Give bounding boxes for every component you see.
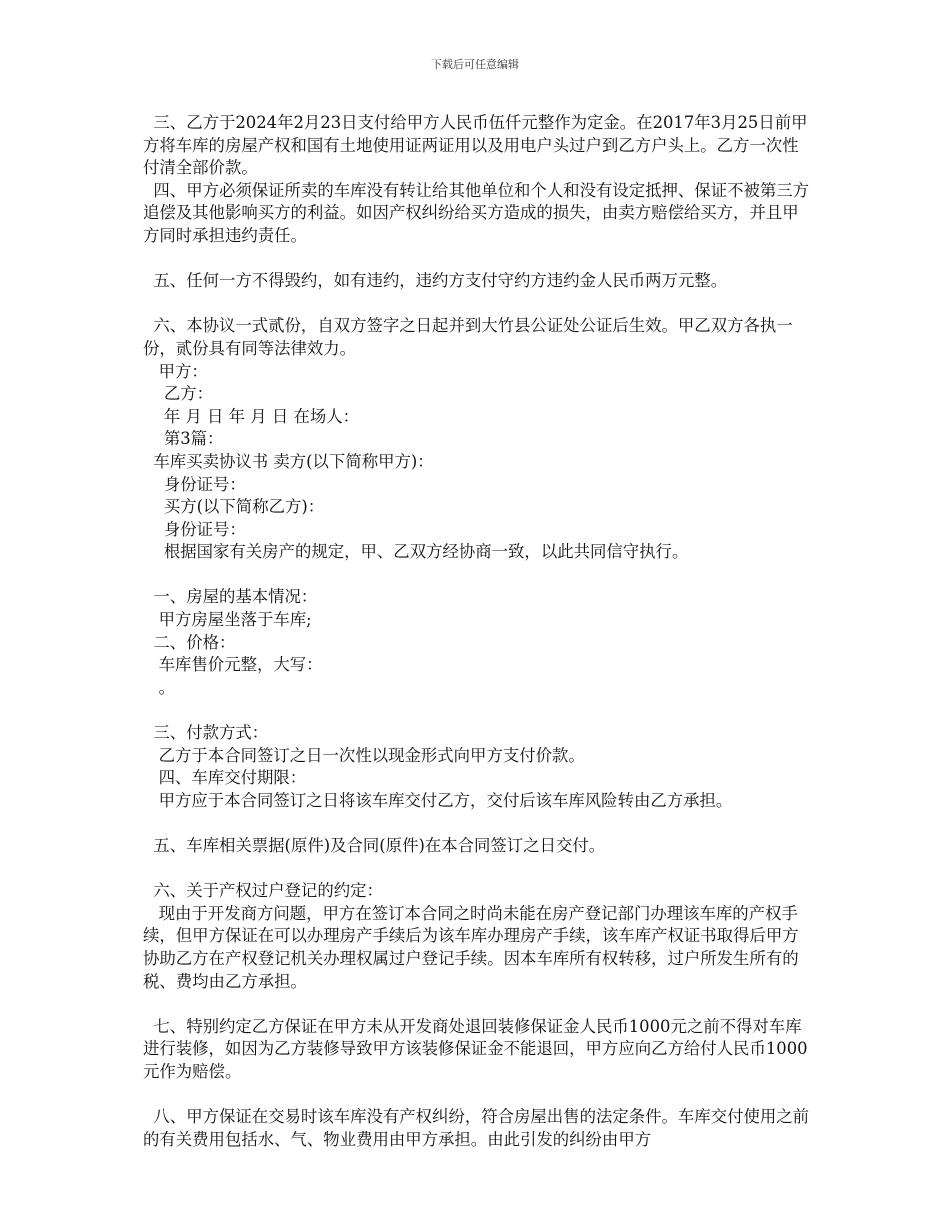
paragraph: 五、任何一方不得毁约，如有违约，违约方支付守约方违约金人民币两万元整。 (143, 271, 728, 291)
blank-line (143, 248, 811, 271)
paragraph: 六、本协议一式贰份，自双方签字之日起并到大竹县公证处公证后生效。甲乙双方各执一份，贰份具有同等法律效力。 (143, 316, 793, 358)
paragraph: 六、关于产权过户登记的约定： (143, 881, 383, 901)
blank-line (143, 993, 811, 1016)
page-header: 下载后可任意编辑 (431, 58, 519, 71)
blank-line (143, 858, 811, 881)
paragraph: 七、特别约定乙方保证在甲方未从开发商处退回装修保证金人民币1000元之前不得对车库进行装修，如因为乙方装修导致甲方该装修保证金不能退回，甲方应向乙方给付人民币1000元作为赔偿。 (143, 1016, 808, 1081)
paragraph: 第3篇： (143, 429, 224, 449)
paragraph: 年 月 日 年 月 日 在场人： (143, 406, 360, 426)
paragraph: 甲方应于本合同签订之日将该车库交付乙方，交付后该车库风险转由乙方承担。 (143, 790, 733, 810)
blank-line (143, 564, 811, 587)
paragraph: 乙方： (143, 384, 214, 404)
paragraph: 甲方： (143, 361, 208, 381)
paragraph: 二、价格： (143, 632, 236, 652)
paragraph: 车库买卖协议书 卖方(以下简称甲方)： (143, 451, 434, 471)
paragraph: 三、乙方于2024年2月23日支付给甲方人民币伍仟元整作为定金。在2017年3月25日前甲方将车库的房屋产权和国有土地使用证两证用以及用电户头过户到乙方户头上。乙方一次性付清全部价款。 (143, 113, 808, 178)
paragraph: 身份证号： (143, 519, 246, 539)
paragraph: 现由于开发商方问题，甲方在签订本合同之时尚未能在房产登记部门办理该车库的产权手续，但甲方保证在可以办理房产手续后为该车库办理房产手续，该车库产权证书取得后甲方协助乙方在产权登记机关办理权属过户登记手续。因本车库所有权转移，过户所发生所有的税、费均由乙方承担。 (143, 903, 799, 991)
paragraph: 四、甲方必须保证所卖的车库没有转让给其他单位和个人和没有设定抵押、保证不被第三方追偿及其他影响买方的利益。如因产权纠纷给买方造成的损失，由卖方赔偿给买方，并且甲方同时承担违约责任。 (143, 180, 810, 245)
blank-line (143, 699, 811, 722)
paragraph: 车库售价元整，大写： (143, 655, 323, 675)
document-body (143, 112, 811, 1151)
blank-line (143, 812, 811, 835)
paragraph: 。 (143, 677, 176, 697)
paragraph: 五、车库相关票据(原件)及合同(原件)在本合同签订之日交付。 (143, 836, 606, 855)
blank-line (143, 293, 811, 316)
paragraph: 四、车库交付期限： (143, 768, 307, 788)
paragraph: 根据国家有关房产的规定，甲、乙双方经协商一致，以此共同信守执行。 (143, 542, 689, 562)
paragraph: 买方(以下简称乙方)： (143, 497, 325, 517)
paragraph: 身份证号： (143, 474, 246, 494)
paragraph: 甲方房屋坐落于车库; (143, 610, 312, 630)
paragraph: 三、付款方式： (143, 723, 269, 743)
paragraph: 乙方于本合同签订之日一次性以现金形式向甲方支付价款。 (143, 745, 585, 765)
paragraph: 一、房屋的基本情况： (143, 587, 318, 607)
blank-line (143, 1084, 811, 1107)
paragraph: 八、甲方保证在交易时该车库没有产权纠纷，符合房屋出售的法定条件。车库交付使用之前的有关费用包括水、气、物业费用由甲方承担。由此引发的纠纷由甲方 (143, 1107, 810, 1149)
